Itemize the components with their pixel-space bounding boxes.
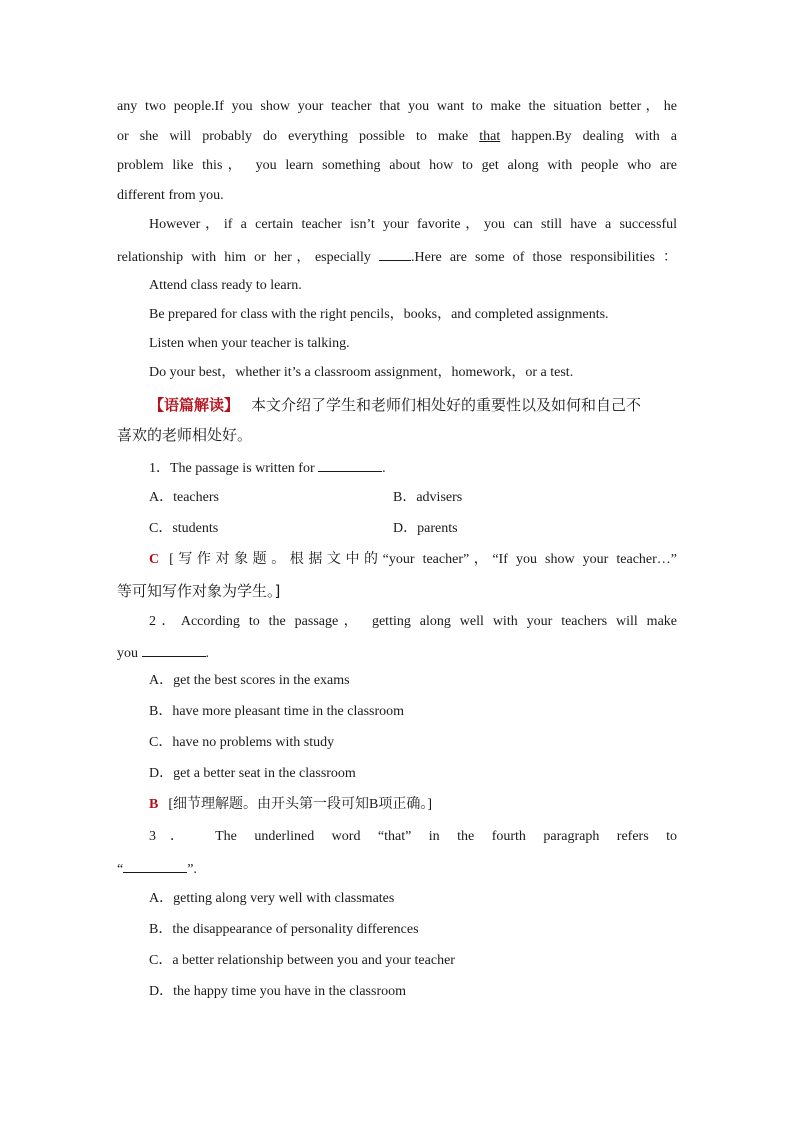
responsibility-item: Attend class ready to learn. [149, 278, 302, 293]
answer-explanation: B [细节理解题。由开头第一段可知B项正确。] [149, 797, 433, 812]
question-option: A．teachers [149, 490, 219, 505]
passage-line: relationship with him or her，especially .Here are some of those responsibilities ： [117, 246, 677, 268]
answer-blank [379, 246, 411, 261]
question-option: C．a better relationship between you and your teacher [149, 953, 455, 968]
question-stem: 1．The passage is written for . [149, 457, 386, 479]
answer-letter: C [149, 552, 160, 567]
question-option: D．get a better seat in the classroom [149, 766, 356, 781]
responsibility-item: Be prepared for class with the right pencils，books，and completed assignments. [149, 307, 609, 322]
passage-line: problem like this， you learn something about how to get along with people who are [117, 158, 677, 173]
question-stem: 2．According to the passage， getting along well with your teachers will make [149, 614, 677, 629]
answer-blank [142, 642, 206, 657]
question-option: A．get the best scores in the exams [149, 673, 350, 688]
responsibility-item: Listen when your teacher is talking. [149, 336, 350, 351]
question-option: B．advisers [393, 490, 463, 505]
passage-line: or she will probably do everything possible to make that happen.By dealing with a [117, 129, 678, 144]
answer-blank [123, 858, 187, 873]
question-option: D．parents [393, 521, 458, 536]
question-stem: “ ”. [117, 858, 197, 880]
underlined-word: that [479, 129, 501, 144]
answer-explanation: 等可知写作对象为学生。] [117, 582, 281, 600]
question-option: C．students [149, 521, 219, 536]
question-option: B．the disappearance of personality differences [149, 922, 419, 937]
question-option: C．have no problems with study [149, 735, 335, 750]
question-stem: you . [117, 642, 209, 664]
passage-line: any two people.If you show your teacher that you want to make the situation better，he [117, 99, 677, 114]
answer-letter: B [149, 797, 159, 812]
question-option: D．the happy time you have in the classroom [149, 984, 406, 999]
question-stem: 3． The underlined word “that” in the fourth paragraph refers to [149, 829, 677, 844]
passage-analysis: 【语篇解读】 本文介绍了学生和老师们相处好的重要性以及如何和自己不 [149, 396, 642, 414]
question-option: A．getting along very well with classmates [149, 891, 395, 906]
passage-line: different from you. [117, 188, 224, 203]
answer-explanation: C [写作对象题。根据文中的“your teacher”，“If you show your teacher…” [149, 552, 677, 567]
question-option: B．have more pleasant time in the classroom [149, 704, 405, 719]
responsibility-item: Do your best，whether it’s a classroom assignment，homework，or a test. [149, 365, 574, 380]
answer-blank [318, 457, 382, 472]
passage-line: However，if a certain teacher isn’t your favorite，you can still have a successful [149, 217, 677, 232]
analysis-label: 【语篇解读】 [149, 396, 240, 414]
passage-analysis: 喜欢的老师相处好。 [117, 426, 253, 444]
